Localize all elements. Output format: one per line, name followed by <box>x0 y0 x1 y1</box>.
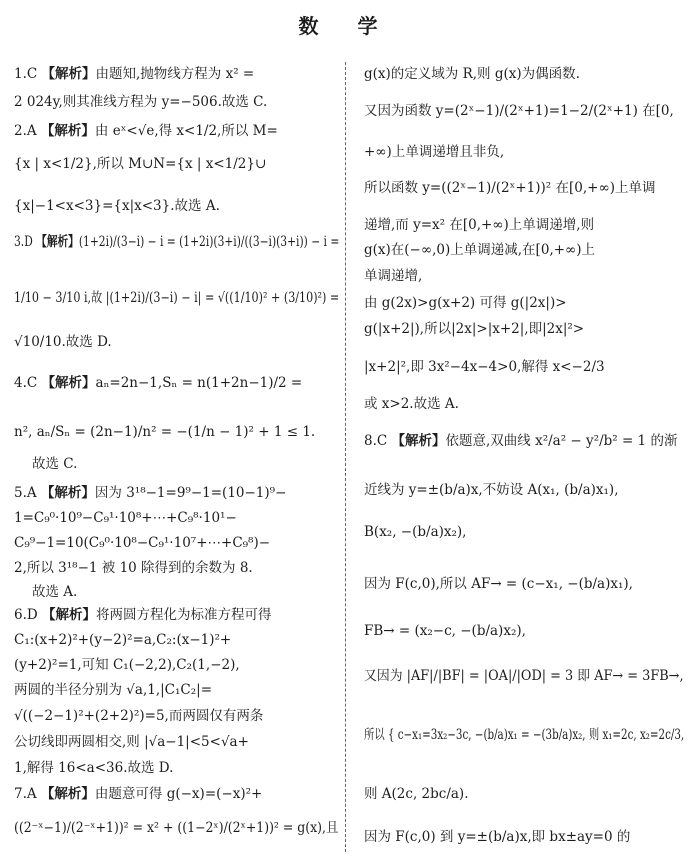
left-line-21: 公切线即两圆相交,则 |√a−1|<5<√a+ <box>14 734 249 750</box>
right-line-9: |x+2|²,即 3x²−4x−4>0,解得 x<−2/3 <box>364 359 605 375</box>
analysis-label: 【解析】 <box>391 433 446 449</box>
analysis-label: 【解析】 <box>40 123 95 139</box>
left-line-11: 5.A 【解析】因为 3¹⁸−1=9⁹−1=(10−1)⁹− <box>14 485 287 501</box>
right-line-15: FB→ = (x₂−c, −(b/a)x₂), <box>364 623 526 639</box>
left-column <box>14 0 339 861</box>
left-line-10: 故选 C. <box>32 456 78 472</box>
left-line-6: 1/10 − 3/10 i,故 |(1+2i)/(3−i) − i| = √((1/10)² + (3/10)²) = <box>14 290 340 306</box>
left-line-1: 2 024y,则其准线方程为 y=−506.故选 C. <box>14 94 268 110</box>
right-line-2: +∞)上单调递增且非负, <box>364 144 505 160</box>
left-line-16: 6.D 【解析】将两圆方程化为标准方程可得 <box>14 607 272 623</box>
left-line-18: (y+2)²=1,可知 C₁(−2,2),C₂(1,−2), <box>14 657 240 673</box>
analysis-label: 【解析】 <box>41 66 96 82</box>
right-line-8: g(|x+2|),所以|2x|>|x+2|,即|2x|²> <box>364 321 585 337</box>
right-line-10: 或 x>2.故选 A. <box>364 396 459 412</box>
right-line-5: g(x)在(−∞,0)上单调递减,在[0,+∞)上 <box>364 242 596 258</box>
analysis-label: 【解析】 <box>40 786 95 802</box>
right-line-13: B(x₂, −(b/a)x₂), <box>364 524 467 540</box>
right-line-1: 又因为函数 y=(2ˣ−1)/(2ˣ+1)=1−2/(2ˣ+1) 在[0, <box>364 103 674 119</box>
right-line-14: 因为 F(c,0),所以 AF→ = (c−x₁, −(b/a)x₁), <box>364 576 633 592</box>
left-line-2: 2.A 【解析】由 eˣ<√e,得 x<1/2,所以 M= <box>14 123 278 139</box>
left-line-5: 3.D 【解析】(1+2i)/(3−i) − i = (1+2i)(3+i)/((3−i)(3+i)) − i = <box>14 234 340 250</box>
right-line-18: 则 A(2c, 2bc/a). <box>364 786 469 802</box>
left-line-20: √((−2−1)²+(2+2)²)=5,而两圆仅有两条 <box>14 708 264 724</box>
left-line-0: 1.C 【解析】由题知,抛物线方程为 x² = <box>14 66 255 82</box>
right-line-0: g(x)的定义域为 R,则 g(x)为偶函数. <box>364 66 580 82</box>
left-line-24: ((2⁻ˣ−1)/(2⁻ˣ+1))² = x² + ((1−2ˣ)/(2ˣ+1))² = g(x),且 <box>14 820 339 836</box>
page-title: 数 学 <box>298 14 394 38</box>
left-line-13: C₉⁹−1=10(C₉⁰·10⁸−C₉¹·10⁷+⋯+C₉⁸)− <box>14 535 271 551</box>
right-column <box>364 0 684 861</box>
right-line-11: 8.C 【解析】依题意,双曲线 x²/a² − y²/b² = 1 的渐 <box>364 433 678 449</box>
left-line-19: 两圆的半径分别为 √a,1,|C₁C₂|= <box>14 682 213 698</box>
analysis-label: 【解析】 <box>41 375 96 391</box>
left-line-9: n², aₙ/Sₙ = (2n−1)/n² = −(1/n − 1)² + 1 ≤ 1. <box>14 424 316 440</box>
right-line-17: 所以 { c−x₁=3x₂−3c, −(b/a)x₁ = −(3b/a)x₂, 则 x₁=2c, x₂=2c/3, <box>364 727 685 743</box>
right-line-12: 近线为 y=±(b/a)x,不妨设 A(x₁, (b/a)x₁), <box>364 482 619 498</box>
left-line-22: 1,解得 16<a<36.故选 D. <box>14 760 174 776</box>
left-line-4: {x|−1<x<3}={x|x<3}.故选 A. <box>14 198 220 214</box>
left-line-23: 7.A 【解析】由题意可得 g(−x)=(−x)²+ <box>14 786 263 802</box>
right-line-7: 由 g(2x)>g(x+2) 可得 g(|2x|)> <box>364 295 567 311</box>
left-line-12: 1=C₉⁰·10⁹−C₉¹·10⁸+⋯+C₉⁸·10¹− <box>14 510 237 526</box>
left-line-15: 故选 A. <box>32 584 78 600</box>
right-line-3: 所以函数 y=((2ˣ−1)/(2ˣ+1))² 在[0,+∞)上单调 <box>364 180 656 196</box>
left-line-14: 2,所以 3¹⁸−1 被 10 除得到的余数为 8. <box>14 560 253 576</box>
left-line-8: 4.C 【解析】aₙ=2n−1,Sₙ = n(1+2n−1)/2 = <box>14 375 303 391</box>
analysis-label: 【解析】 <box>36 234 79 250</box>
analysis-label: 【解析】 <box>42 607 96 623</box>
left-line-17: C₁:(x+2)²+(y−2)²=a,C₂:(x−1)²+ <box>14 632 232 648</box>
left-line-3: {x | x<1/2},所以 M∪N={x | x<1/2}∪ <box>14 156 267 172</box>
analysis-label: 【解析】 <box>40 485 95 501</box>
right-line-16: 又因为 |AF|/|BF| = |OA|/|OD| = 3 即 AF→ = 3FB→, <box>364 668 684 684</box>
left-line-7: √10/10.故选 D. <box>14 334 112 350</box>
right-line-4: 递增,而 y=x² 在[0,+∞)上单调递增,则 <box>364 217 595 233</box>
right-line-19: 因为 F(c,0) 到 y=±(b/a)x,即 bx±ay=0 的 <box>364 829 631 845</box>
column-divider <box>345 62 346 852</box>
right-line-6: 单调递增, <box>364 268 423 284</box>
